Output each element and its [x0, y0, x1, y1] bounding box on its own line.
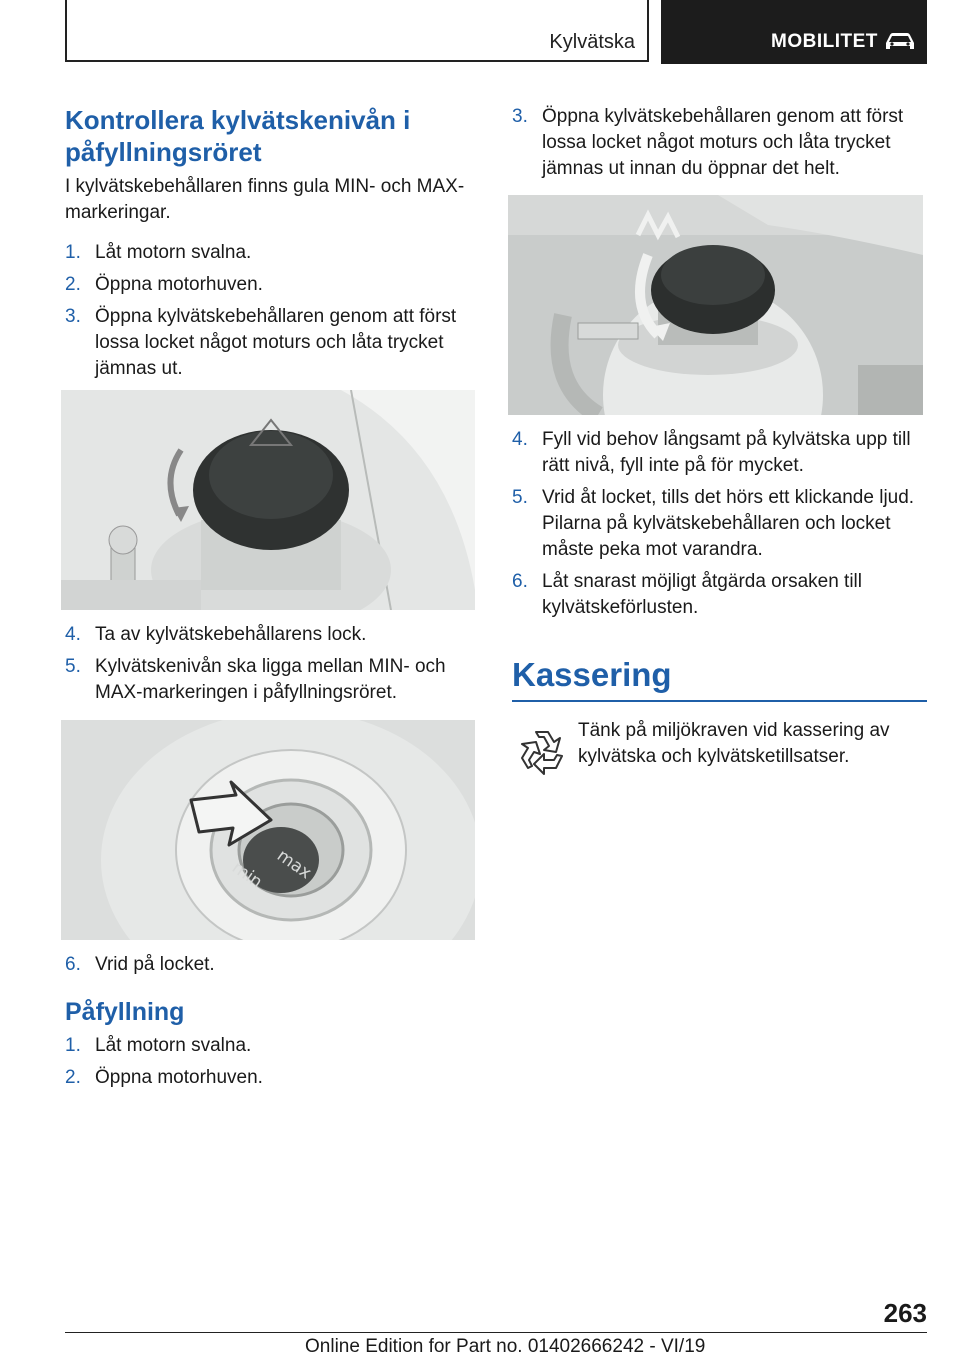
figure-cap-opening: [508, 195, 923, 415]
step-number: 3.: [512, 106, 528, 127]
figure-filler-neck: [61, 720, 475, 940]
step-number: 2.: [65, 274, 81, 295]
filler-neck-illustration: [61, 720, 475, 940]
recycle-text: Tänk på miljökraven vid kassering av kylvätska och kylvätsketillsatser.: [578, 720, 890, 767]
chapter-tab: [65, 0, 649, 62]
step-number: 3.: [65, 306, 81, 327]
right-column: [512, 104, 927, 188]
step-number: 5.: [65, 656, 81, 677]
car-icon: [883, 30, 917, 52]
step-item: [65, 1065, 475, 1091]
step-text: Låt motorn svalna.: [95, 1035, 252, 1056]
disposal-heading: Kassering: [512, 656, 672, 693]
step-text: Fyll vid behov långsamt på kylvätska upp till rätt nivå, fyll inte på för mycket.: [542, 429, 911, 476]
step-item: [65, 654, 475, 706]
page-number: 263: [883, 1298, 927, 1328]
cap-opening-illustration: [508, 195, 923, 415]
intro-text: I kylvätskebehållaren finns gula MIN- och MAX-markeringar.: [65, 176, 465, 223]
page-header: [65, 0, 927, 64]
section-tab: [661, 0, 927, 64]
footer-rule: [65, 1332, 927, 1333]
step-item: [65, 1033, 475, 1059]
max-label: max: [273, 845, 315, 884]
figure-cap-closed: [61, 390, 475, 610]
section-title: MOBILITET: [771, 31, 878, 52]
section-heading: Kontrollera kylvätskenivån i påfyllningsröret: [65, 105, 411, 167]
step-number: 2.: [65, 1067, 81, 1088]
recycle-icon: [516, 724, 568, 776]
left-steps-b: [65, 622, 475, 712]
steps-list: [65, 952, 475, 978]
step-text: Öppna kylvätskebehållaren genom att först lossa locket något moturs och låta trycket jämnas ut innan du öppnar det helt.: [542, 106, 904, 179]
step-item: [65, 622, 475, 648]
recycle-note: [512, 718, 927, 770]
coolant-cap-illustration: [61, 390, 475, 610]
step-text: Låt motorn svalna.: [95, 242, 252, 263]
step-item: [512, 427, 927, 479]
step-text: Vrid på locket.: [95, 954, 215, 975]
steps-list: [65, 240, 475, 382]
step-number: 1.: [65, 242, 81, 263]
step-text: Öppna motorhuven.: [95, 1067, 263, 1088]
edition-note: Online Edition for Part no. 01402666242 - VI/19: [305, 1336, 706, 1357]
step-number: 4.: [512, 429, 528, 450]
steps-list: [65, 622, 475, 706]
chapter-title: Kylvätska: [549, 31, 635, 53]
step-item: [512, 569, 927, 621]
step-number: 4.: [65, 624, 81, 645]
step-text: Öppna motorhuven.: [95, 274, 263, 295]
heading-rule: [512, 700, 927, 702]
left-column: [65, 104, 475, 388]
steps-list: [65, 1033, 475, 1091]
step-text: Öppna kylvätskebehållaren genom att först lossa locket något moturs och låta trycket jämnas ut.: [95, 306, 457, 379]
step-item: [65, 240, 475, 266]
step-item: [65, 304, 475, 382]
right-steps-b: [512, 427, 927, 627]
disposal-section: [512, 656, 927, 702]
min-label: min: [228, 857, 266, 893]
step-number: 1.: [65, 1035, 81, 1056]
step-item: [512, 485, 927, 563]
step-item: [512, 104, 927, 182]
steps-list: [512, 104, 927, 182]
step-item: [65, 272, 475, 298]
step-number: 6.: [512, 571, 528, 592]
left-steps-c: [65, 952, 475, 1097]
step-item: [65, 952, 475, 978]
step-number: 6.: [65, 954, 81, 975]
step-text: Kylvätskenivån ska ligga mellan MIN- och MAX-markeringen i påfyllningsröret.: [95, 656, 446, 703]
steps-list: [512, 427, 927, 621]
step-text: Låt snarast möjligt åtgärda orsaken till kylvätskeförlusten.: [542, 571, 862, 618]
step-text: Vrid åt locket, tills det hörs ett klickande ljud. Pilarna på kylvätskebehållaren och locket måste peka mot varandra.: [542, 487, 915, 560]
step-text: Ta av kylvätskebehållarens lock.: [95, 624, 367, 645]
step-number: 5.: [512, 487, 528, 508]
subsection-heading: Påfyllning: [65, 998, 185, 1026]
